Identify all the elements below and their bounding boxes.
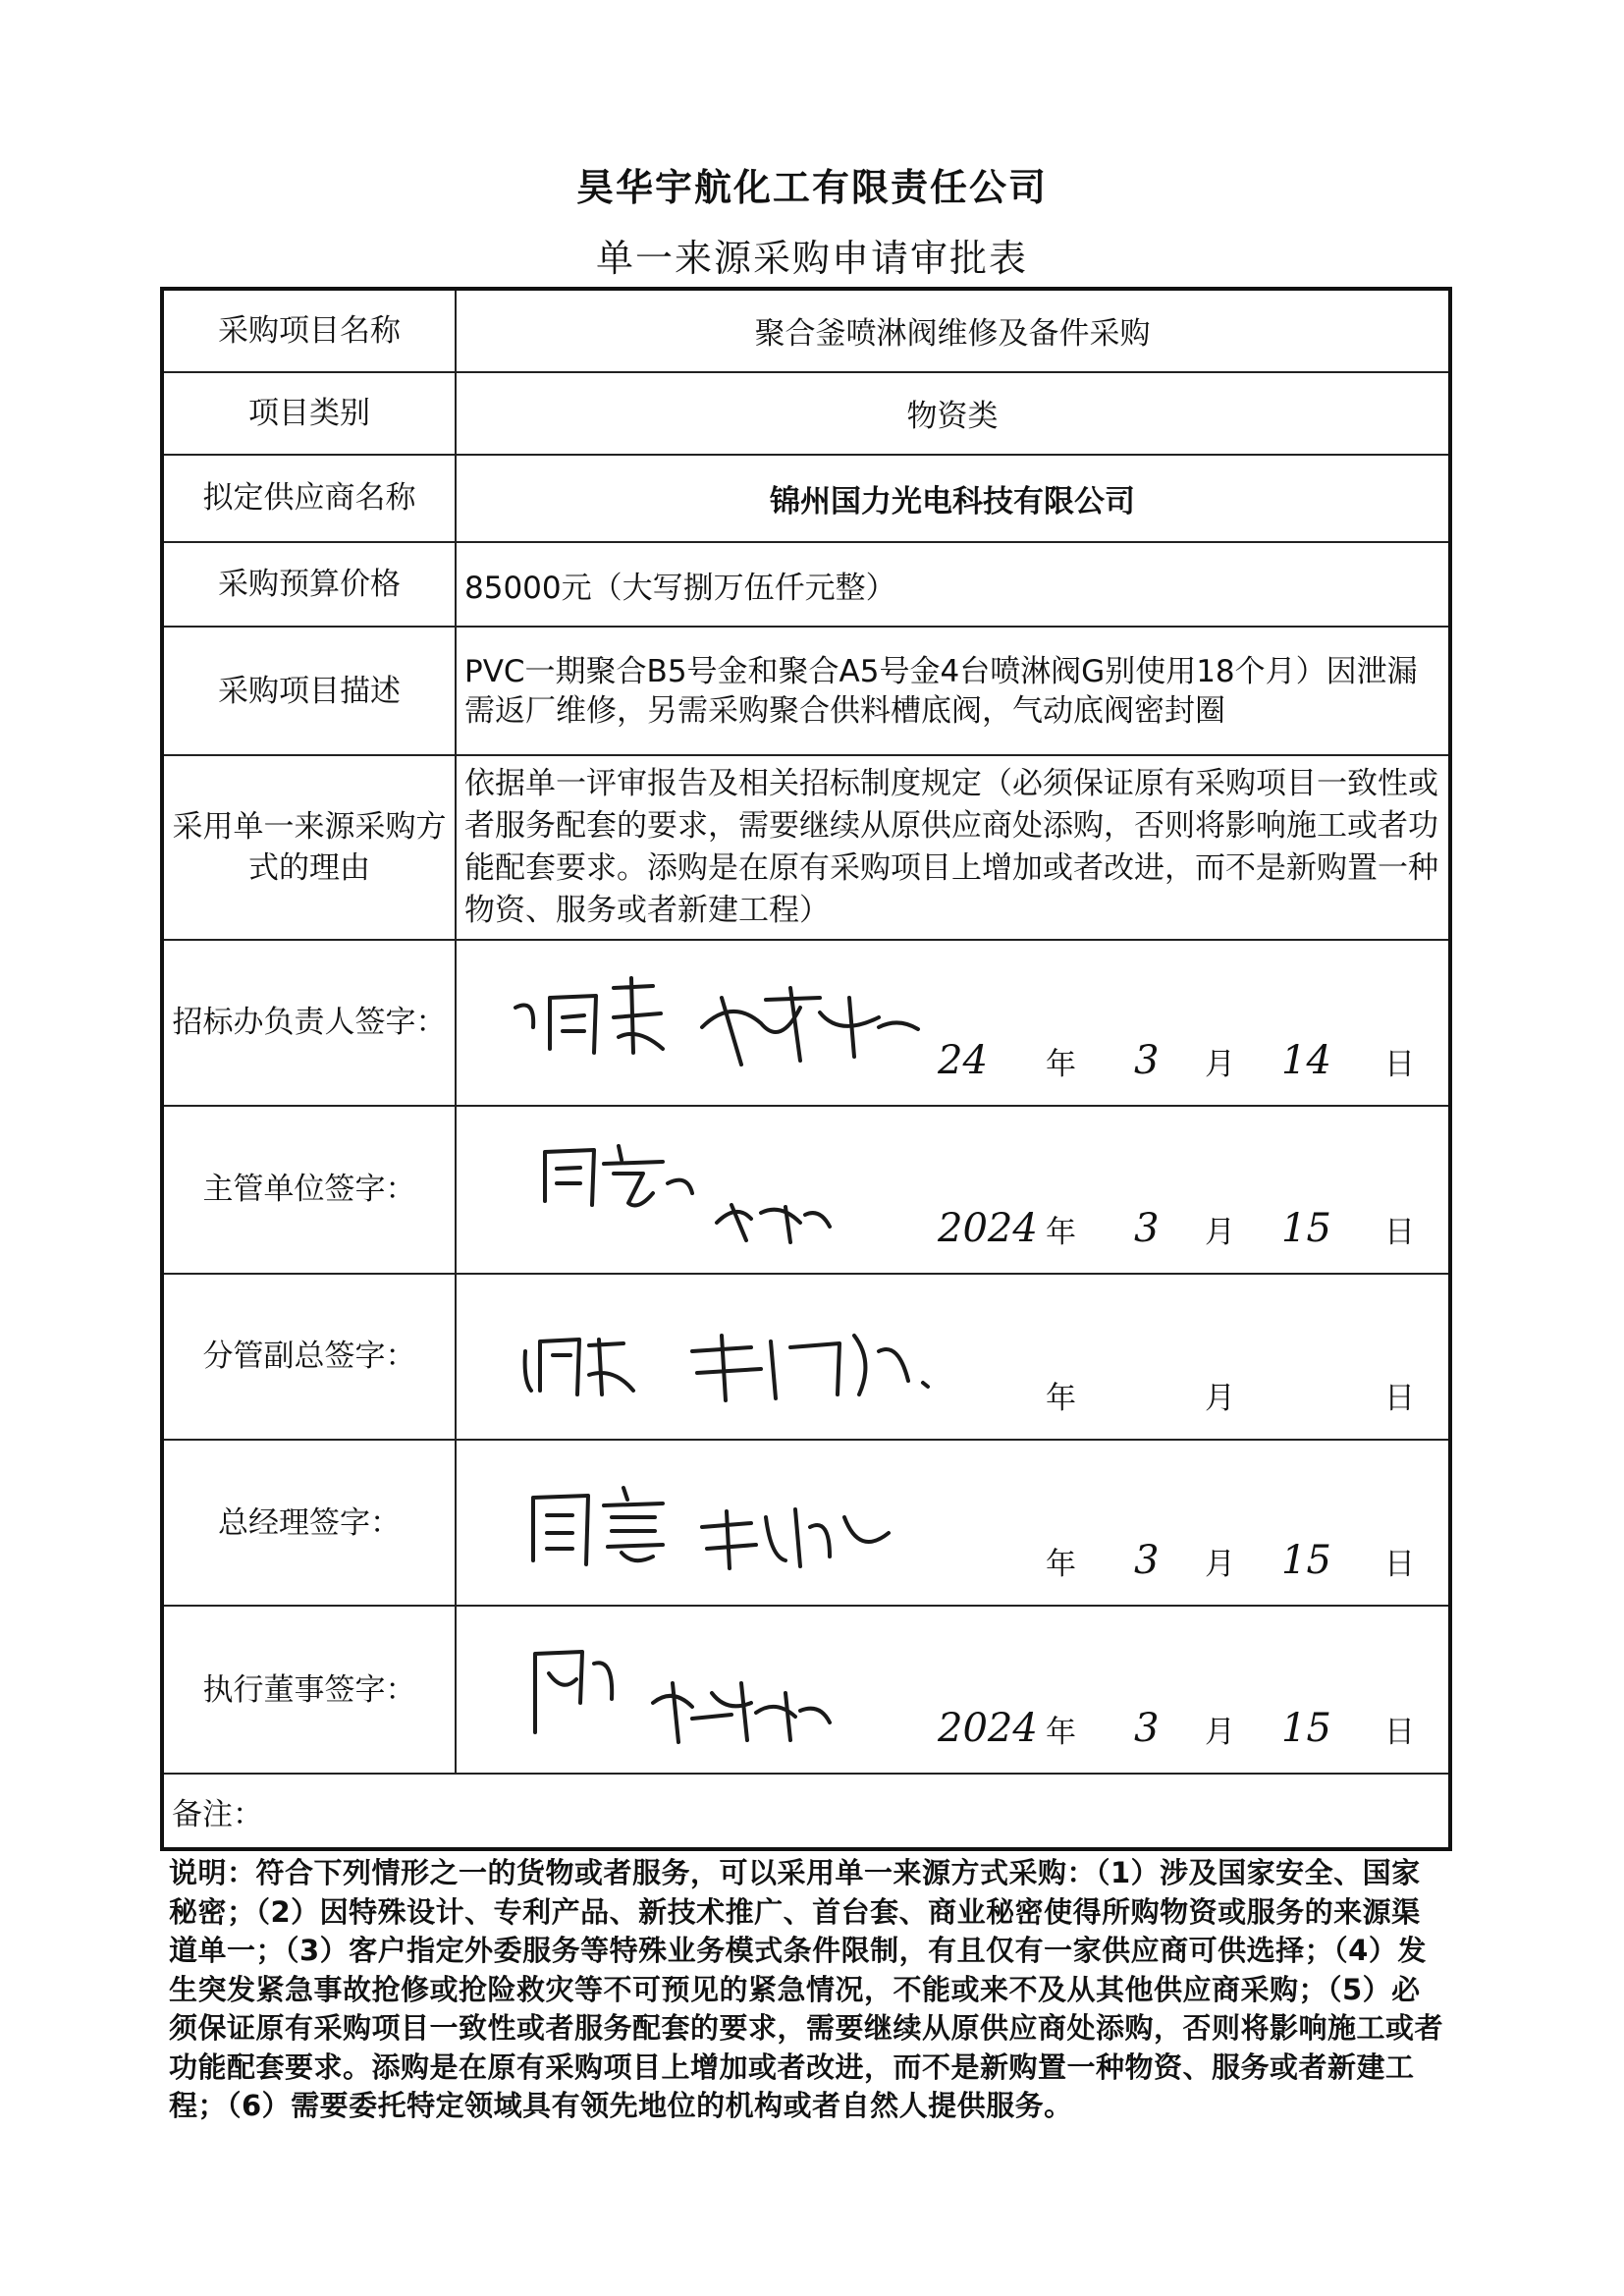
date-line xyxy=(457,1205,1448,1251)
form-title: 单一来源采购申请审批表 xyxy=(595,237,1028,280)
day-value: 14 xyxy=(1281,1037,1331,1083)
supplier-label: 拟定供应商名称 xyxy=(162,455,456,542)
company-name: 昊华宇航化工有限责任公司 xyxy=(575,166,1048,209)
month-value: 3 xyxy=(1134,1205,1160,1251)
signature-cell xyxy=(456,1606,1450,1774)
row-approval-executive-director xyxy=(162,1606,1450,1774)
day-value: 15 xyxy=(1281,1706,1331,1752)
date-line xyxy=(457,1376,1448,1417)
row-category xyxy=(162,372,1450,456)
day-value: 15 xyxy=(1281,1538,1331,1584)
year-label: 年 xyxy=(1046,1214,1076,1250)
date-line xyxy=(457,1706,1448,1752)
day-label: 日 xyxy=(1384,1381,1415,1417)
project-name-label: 采购项目名称 xyxy=(162,289,456,372)
reason-value: 依据单一评审报告及相关招标制度规定（必须保证原有采购项目一致性或者服务配套的要求，需要继续从原供应商处添购，否则将影响施工或者功能配套要求。添购是在原有采购项目上增加或者改进，而不是新购置一种物资、服务或者新建工程） xyxy=(456,755,1450,939)
instructions-note: 说明：符合下列情形之一的货物或者服务，可以采用单一来源方式采购：（1）涉及国家安全、国家秘密；（2）因特殊设计、专利产品、新技术推广、首台套、商业秘密使得所购物资或服务的来源渠道单一；（3）客户指定外委服务等特殊业务模式条件限制，有且仅有一家供应商可供选择；（4）发生突发紧急事故抢修或抢险救灾等不可预见的紧急情况，不能或来不及从其他供应商采购；（5）必须保证原有采购项目一致性或者服务配套的要求，需要继续从原供应商处添购，否则将影响施工或者功能配套要求。添购是在原有采购项目上增加或者改进，而不是新购置一种物资、服务或者新建工程；（6）需要委托特定领域具有领先地位的机构或者自然人提供服务。 xyxy=(169,1856,1444,2122)
approval-label: 执行董事签字： xyxy=(162,1606,456,1774)
project-name-value: 聚合釜喷淋阀维修及备件采购 xyxy=(456,289,1450,372)
month-label: 月 xyxy=(1205,1214,1235,1250)
day-label: 日 xyxy=(1384,1547,1415,1583)
month-label: 月 xyxy=(1205,1715,1235,1751)
row-reason xyxy=(162,755,1450,939)
signature-cell xyxy=(456,1274,1450,1440)
year-value: 2024 xyxy=(938,1706,1038,1752)
row-approval-supervising-unit xyxy=(162,1106,1450,1274)
date-line xyxy=(457,1538,1448,1584)
row-remark xyxy=(162,1774,1450,1849)
description-value: PVC一期聚合B5号金和聚合A5号金4台喷淋阀G别使用18个月）因泄漏需返厂维修，另需采购聚合供料槽底阀，气动底阀密封圈 xyxy=(456,627,1450,755)
remark-label: 备注： xyxy=(162,1774,1450,1849)
day-label: 日 xyxy=(1384,1715,1415,1751)
month-value: 3 xyxy=(1134,1706,1160,1752)
supplier-value: 锦州国力光电科技有限公司 xyxy=(456,455,1450,542)
row-supplier xyxy=(162,455,1450,542)
row-approval-vice-president xyxy=(162,1274,1450,1440)
row-project-name xyxy=(162,289,1450,372)
approval-label: 总经理签字： xyxy=(162,1440,456,1606)
approval-label: 主管单位签字： xyxy=(162,1106,456,1274)
reason-label: 采用单一来源采购方式的理由 xyxy=(162,755,456,939)
approval-form-table xyxy=(160,287,1452,1851)
budget-value: 85000元（大写捌万伍仟元整） xyxy=(456,542,1450,628)
month-label: 月 xyxy=(1205,1381,1235,1417)
year-value: 2024 xyxy=(938,1205,1038,1251)
signature-cell xyxy=(456,1106,1450,1274)
row-approval-general-manager xyxy=(162,1440,1450,1606)
year-label: 年 xyxy=(1046,1547,1076,1583)
signature-cell xyxy=(456,940,1450,1106)
month-label: 月 xyxy=(1205,1046,1235,1082)
year-value: 24 xyxy=(938,1037,988,1083)
year-label: 年 xyxy=(1046,1715,1076,1751)
approval-label: 分管副总签字： xyxy=(162,1274,456,1440)
month-label: 月 xyxy=(1205,1547,1235,1583)
day-value: 15 xyxy=(1281,1205,1331,1251)
row-budget xyxy=(162,542,1450,628)
month-value: 3 xyxy=(1134,1538,1160,1584)
category-label: 项目类别 xyxy=(162,372,456,456)
day-label: 日 xyxy=(1384,1046,1415,1082)
approval-label: 招标办负责人签字： xyxy=(162,940,456,1106)
description-label: 采购项目描述 xyxy=(162,627,456,755)
signature-cell xyxy=(456,1440,1450,1606)
day-label: 日 xyxy=(1384,1214,1415,1250)
row-approval-bidding-office xyxy=(162,940,1450,1106)
year-label: 年 xyxy=(1046,1046,1076,1082)
budget-label: 采购预算价格 xyxy=(162,542,456,628)
category-value: 物资类 xyxy=(456,372,1450,456)
month-value: 3 xyxy=(1134,1037,1160,1083)
year-label: 年 xyxy=(1046,1381,1076,1417)
row-description xyxy=(162,627,1450,755)
date-line xyxy=(457,1037,1448,1083)
